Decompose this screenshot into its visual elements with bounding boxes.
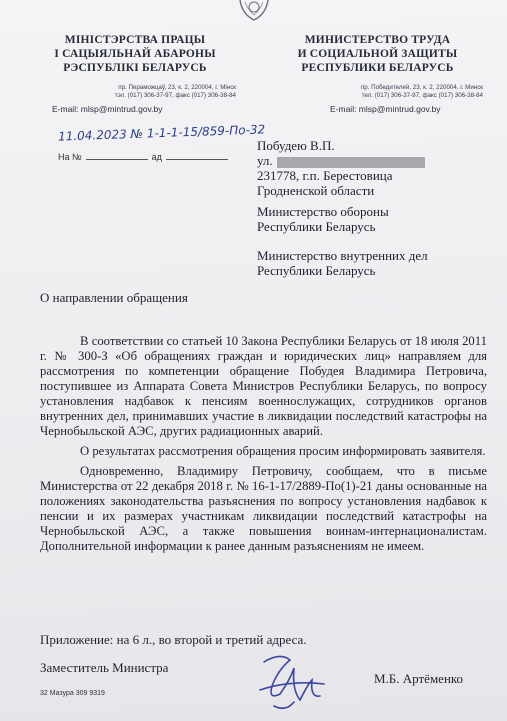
handwritten-registration: 11.04.2023 № 1-1-1-15/859-По-32 (57, 122, 266, 144)
recipient-region: Гродненской области (257, 183, 375, 198)
handwritten-signature (250, 650, 330, 716)
ministry-address-ru: пр. Победителей, 23, к. 2, 220004, г. Минск тел. (017) 306-37-97, факс (017) 306-38-84 (360, 84, 483, 99)
recipient-interior-ministry: Министерство внутренних дел Республики Беларусь (257, 248, 428, 278)
reference-no-label: На № (58, 152, 82, 162)
executor-footer: 32 Мазура 309 9319 (40, 690, 105, 697)
recipient-city: 231778, г.п. Берестовица (257, 168, 393, 183)
recipient-name: Побудею В.П. (257, 138, 335, 153)
reference-from-label: ад (151, 152, 162, 162)
ministry-email-ru: E-mail: mlsp@mintrud.gov.by (330, 104, 441, 114)
reference-no-blank (86, 151, 148, 160)
ministry-email-by: E-mail: mlsp@mintrud.gov.by (52, 104, 163, 114)
ministry-title-ru: МИНИСТЕРСТВО ТРУДА И СОЦИАЛЬНОЙ ЗАЩИТЫ РЕСПУБЛИКИ БЕЛАРУСЬ (297, 34, 458, 74)
signatory-title: Заместитель Министра (40, 660, 169, 675)
signatory-name: М.Б. Артёменко (374, 671, 464, 686)
body-paragraph: Одновременно, Владимиру Петровичу, сообщаем, что в письме Министерства от 22 декабря 2018 г. № 16-1-17/2889-По(1)-21 даны основанные на положениях законодательства разъяснения по вопросу установления надбавок к пенсии и их размерах участникам ликвидации последствий катастрофы на Чернобыльской АЭС, а также повышения воинам-интернационалистам. Дополнительной информации к ранее данным разъяснениям не имеем. (40, 464, 487, 553)
ministry-address-by: пр. Пераможцаў, 23, к. 2, 220004, г. Мінск тэл. (017) 306-37-97, факс (017) 306-38-84 (114, 84, 236, 99)
recipient-defense-ministry: Министерство обороны Республики Беларусь (257, 204, 389, 234)
recipient-person (257, 138, 425, 198)
redacted-street (277, 157, 425, 168)
reference-line (58, 151, 232, 162)
street-prefix: ул. (257, 153, 273, 168)
letter-body (40, 334, 487, 559)
reference-date-blank (166, 151, 228, 160)
recipient-street (257, 153, 425, 168)
letter-subject: О направлении обращения (40, 290, 188, 305)
body-paragraph: О результатах рассмотрения обращения просим информировать заявителя. (80, 444, 486, 458)
ministry-title-by: МІНІСТЭРСТВА ПРАЦЫ І САЦЫЯЛЬНАЙ АБАРОНЫ РЭСПУБЛІКІ БЕЛАРУСЬ (54, 34, 216, 74)
state-emblem-icon (236, 0, 272, 22)
body-paragraph: В соответствии со статьей 10 Закона Республики Беларусь от 18 июля 2011 г. № 300-З «Об обращениях граждан и юридических лиц» направляем для рассмотрения по компетенции обращение Побудея Владимира Петровича, поступившее из Аппарата Совета Министров Республики Беларусь, по вопросу установления надбавок к пенсиям военнослужащих, сотрудников органов внутренних дел, принимавших участие в ликвидации последствий катастрофы на Чернобыльской АЭС, других радиационных аварий. (40, 334, 487, 438)
annex-note: Приложение: на 6 л., во второй и третий адреса. (40, 632, 307, 647)
